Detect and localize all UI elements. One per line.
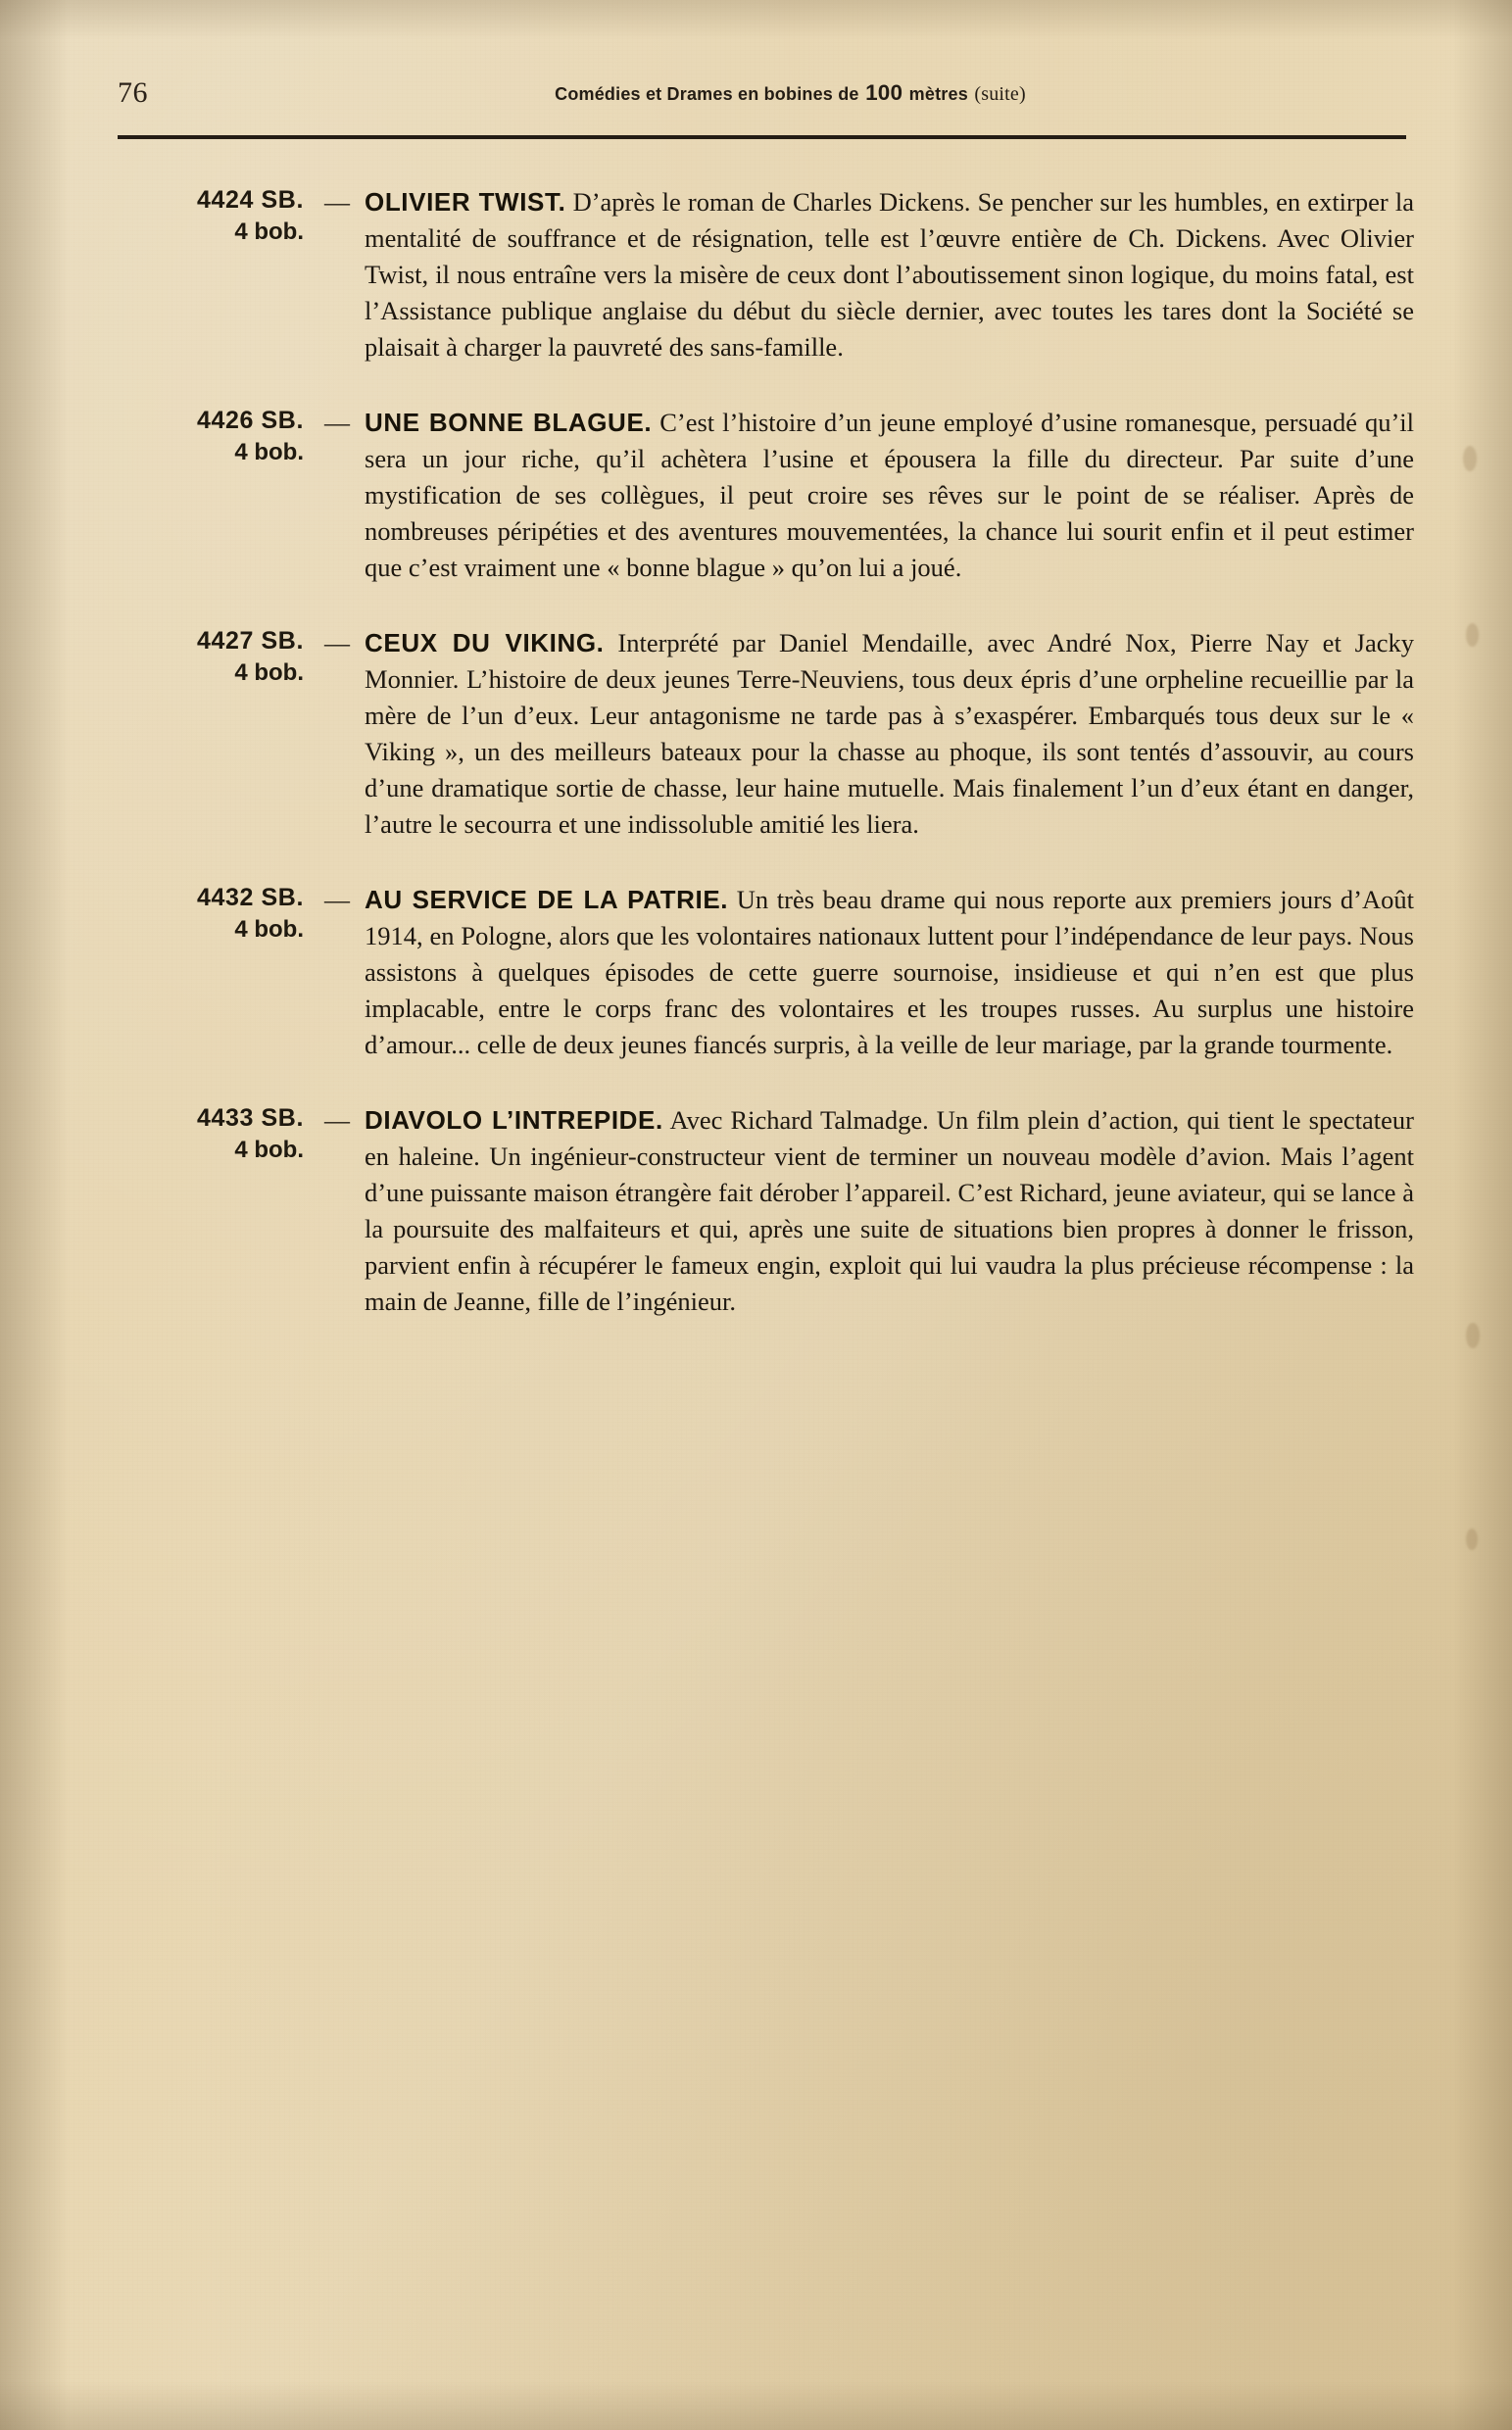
entry-body bbox=[365, 184, 1414, 365]
entry-description: Avec Richard Talmadge. Un film plein d’action, qui tient le spectateur en haleine. Un ingénieur-constructeur vient de terminer un nouveau modèle d’avion. Mais l’agent d’une puissante maison étrangère fait dérober l’appareil. C’est Richard, jeune aviateur, qui se lance à la poursuite des malfaiteurs et qui, après une suite de situations bien propres à donner le frisson, parvient enfin à récupérer le fameux engin, exploit qui lui vaudra la plus précieuse récompense : la main de Jeanne, fille de l’ingénieur. bbox=[365, 1105, 1414, 1316]
entry-body bbox=[365, 625, 1414, 843]
entry-reference bbox=[118, 625, 310, 687]
entry-dash: — bbox=[324, 886, 350, 914]
entry-body bbox=[365, 405, 1414, 586]
entry-reference bbox=[118, 184, 310, 246]
entry-title: DIAVOLO L’INTREPIDE. bbox=[365, 1105, 663, 1135]
running-title-suffix: (suite) bbox=[974, 83, 1026, 105]
entry-description: D’après le roman de Charles Dickens. Se pencher sur les humbles, en extirper la mentalité de souffrance et de résignation, telle est l’œuvre entière de Ch. Dickens. Avec Olivier Twist, il nous entraîne vers la misère de ceux dont l’aboutissement sinon logique, du moins fatal, est l’Assistance publique anglaise du début du siècle dernier, avec toutes les tares dont la Société se plaisait à charger la pauvreté des sans-famille. bbox=[365, 187, 1414, 362]
page-edge-shadow-left bbox=[0, 0, 69, 2430]
page-edge-shadow-top bbox=[0, 0, 1512, 39]
entry-title: UNE BONNE BLAGUE. bbox=[365, 408, 653, 437]
entry-body bbox=[365, 1102, 1414, 1320]
entry-body bbox=[365, 882, 1414, 1063]
paper-blemish bbox=[1466, 1323, 1480, 1348]
entry-dash: — bbox=[324, 629, 350, 657]
running-title-number: 100 bbox=[865, 80, 903, 105]
entry-reels: 4 bob. bbox=[234, 219, 304, 245]
entry-code: 4432 SB. bbox=[196, 884, 304, 911]
running-title bbox=[118, 80, 1404, 106]
entry-code: 4427 SB. bbox=[196, 627, 304, 655]
entry-reels: 4 bob. bbox=[234, 439, 304, 465]
page-header bbox=[118, 76, 1404, 122]
page-edge-shadow-bottom bbox=[0, 2381, 1512, 2430]
catalog-entry bbox=[118, 405, 1414, 586]
entry-description: C’est l’histoire d’un jeune employé d’usine romanesque, persuadé qu’il sera un jour riche, qu’il achètera l’usine et épousera la fille du directeur. Par suite d’une mystification de ses collègues, il peut croire ses rêves sur le point de se réaliser. Après de nombreuses péripéties et des aventures mouvementées, la chance lui sourit enfin et il peut estimer que c’est vraiment une « bonne blague » qu’on lui a joué. bbox=[365, 408, 1415, 582]
catalog-entry bbox=[118, 882, 1414, 1063]
entry-title: CEUX DU VIKING. bbox=[365, 628, 605, 657]
entry-reference bbox=[118, 1102, 310, 1164]
page-number: 76 bbox=[118, 76, 148, 109]
paper-blemish bbox=[1466, 1529, 1478, 1550]
entry-reference bbox=[118, 405, 310, 466]
catalog-entries-list bbox=[118, 184, 1414, 1359]
entry-title: AU SERVICE DE LA PATRIE. bbox=[365, 885, 729, 914]
running-title-unit: mètres bbox=[908, 84, 968, 104]
entry-title: OLIVIER TWIST. bbox=[365, 187, 566, 217]
entry-code: 4424 SB. bbox=[196, 186, 304, 214]
entry-description: Un très beau drame qui nous reporte aux premiers jours d’Août 1914, en Pologne, alors que les volontaires nationaux luttent pour l’indépendance de leur pays. Nous assistons à quelques épisodes de cette guerre sournoise, insidieuse et qui n’en est que plus implacable, entre le corps franc des volontaires et les troupes russes. Au surplus une histoire d’amour... celle de deux jeunes fiancés surpris, à la veille de leur mariage, par la grande tourmente. bbox=[365, 885, 1414, 1059]
catalog-entry bbox=[118, 625, 1414, 843]
entry-dash: — bbox=[324, 1106, 350, 1135]
entry-code: 4426 SB. bbox=[196, 407, 304, 434]
paper-blemish bbox=[1466, 623, 1479, 647]
entry-description: Interprété par Daniel Mendaille, avec André Nox, Pierre Nay et Jacky Monnier. L’histoire de deux jeunes Terre-Neuviens, tous deux épris d’une orpheline recueillie par la mère de l’un d’eux. Leur antagonisme ne tarde pas à s’exaspérer. Embarqués tous deux sur le « Viking », un des meilleurs bateaux pour la chasse au phoque, ils sont tentés d’assouvir, au cours d’une dramatique sortie de chasse, leur haine mutuelle. Mais finalement l’un d’eux étant en danger, l’autre le secourra et une indissoluble amitié les liera. bbox=[365, 628, 1415, 839]
running-title-main: Comédies et Drames en bobines de bbox=[555, 84, 859, 104]
entry-reference bbox=[118, 882, 310, 944]
catalog-entry bbox=[118, 184, 1414, 365]
paper-blemish bbox=[1463, 446, 1477, 471]
entry-code: 4433 SB. bbox=[196, 1104, 304, 1132]
entry-dash: — bbox=[324, 409, 350, 437]
page-edge-shadow-right bbox=[1453, 0, 1512, 2430]
entry-reels: 4 bob. bbox=[234, 916, 304, 943]
entry-dash: — bbox=[324, 188, 350, 217]
header-rule bbox=[118, 135, 1406, 139]
catalog-entry bbox=[118, 1102, 1414, 1320]
entry-reels: 4 bob. bbox=[234, 659, 304, 686]
entry-reels: 4 bob. bbox=[234, 1137, 304, 1163]
